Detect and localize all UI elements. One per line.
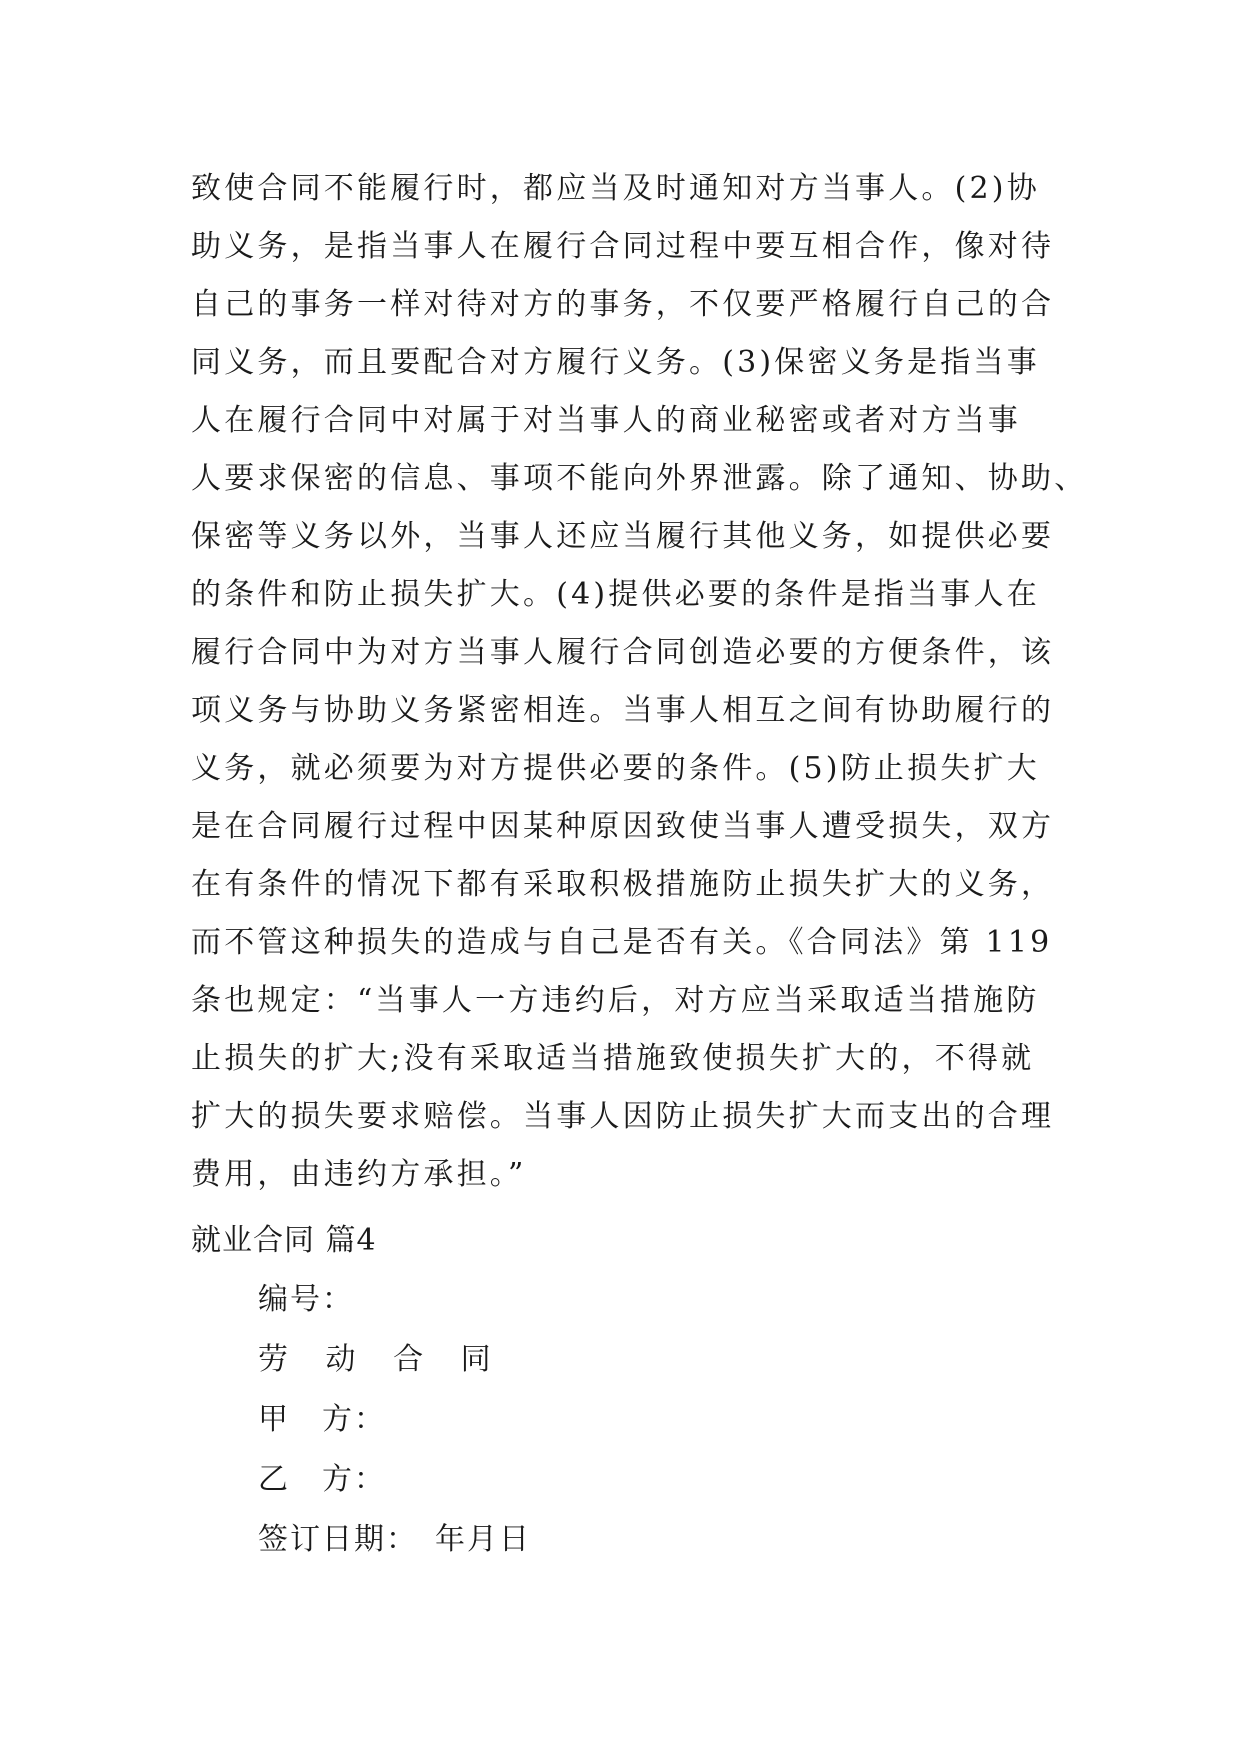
body-line: 义务，就必须要为对方提供必要的条件。(5)防止损失扩大 bbox=[191, 751, 1040, 786]
body-line: 保密等义务以外，当事人还应当履行其他义务，如提供必要 bbox=[191, 519, 1055, 554]
body-line: 的条件和防止损失扩大。(4)提供必要的条件是指当事人在 bbox=[191, 577, 1040, 612]
body-paragraph bbox=[191, 160, 1088, 1204]
contract-cover-fields bbox=[258, 1270, 531, 1570]
section-heading: 就业合同 篇4 bbox=[191, 1223, 377, 1258]
body-line: 扩大的损失要求赔偿。当事人因防止损失扩大而支出的合理 bbox=[191, 1099, 1055, 1134]
body-line: 费用，由违约方承担。” bbox=[191, 1157, 527, 1192]
sign-date-row bbox=[258, 1510, 531, 1570]
party-b-label: 乙 方： bbox=[258, 1462, 386, 1497]
body-line: 同义务，而且要配合对方履行义务。(3)保密义务是指当事 bbox=[191, 345, 1040, 380]
body-line: 自己的事务一样对待对方的事务，不仅要严格履行自己的合 bbox=[191, 287, 1055, 322]
body-line: 是在合同履行过程中因某种原因致使当事人遭受损失，双方 bbox=[191, 809, 1055, 844]
sign-date-label: 签订日期： bbox=[258, 1522, 403, 1557]
contract-number-label: 编号： bbox=[258, 1282, 354, 1317]
body-line: 助义务，是指当事人在履行合同过程中要互相合作，像对待 bbox=[191, 229, 1055, 264]
body-line: 在有条件的情况下都有采取积极措施防止损失扩大的义务， bbox=[191, 867, 1055, 902]
body-line: 条也规定：“当事人一方违约后，对方应当采取适当措施防 bbox=[191, 983, 1040, 1018]
body-line: 致使合同不能履行时，都应当及时通知对方当事人。(2)协 bbox=[191, 171, 1040, 206]
body-line: 而不管这种损失的造成与自己是否有关。《合同法》第 119 bbox=[191, 925, 1053, 960]
body-line: 履行合同中为对方当事人履行合同创造必要的方便条件，该 bbox=[191, 635, 1055, 670]
body-line: 止损失的扩大;没有采取适当措施致使损失扩大的，不得就 bbox=[191, 1041, 1035, 1076]
contract-title: 劳 动 合 同 bbox=[258, 1342, 505, 1377]
sign-date-value: 年月日 bbox=[403, 1522, 531, 1557]
body-line: 项义务与协助义务紧密相连。当事人相互之间有协助履行的 bbox=[191, 693, 1055, 728]
party-a-label: 甲 方： bbox=[258, 1402, 386, 1437]
body-line: 人在履行合同中对属于对当事人的商业秘密或者对方当事 bbox=[191, 403, 1021, 438]
body-line: 人要求保密的信息、事项不能向外界泄露。除了通知、协助、 bbox=[191, 461, 1088, 496]
